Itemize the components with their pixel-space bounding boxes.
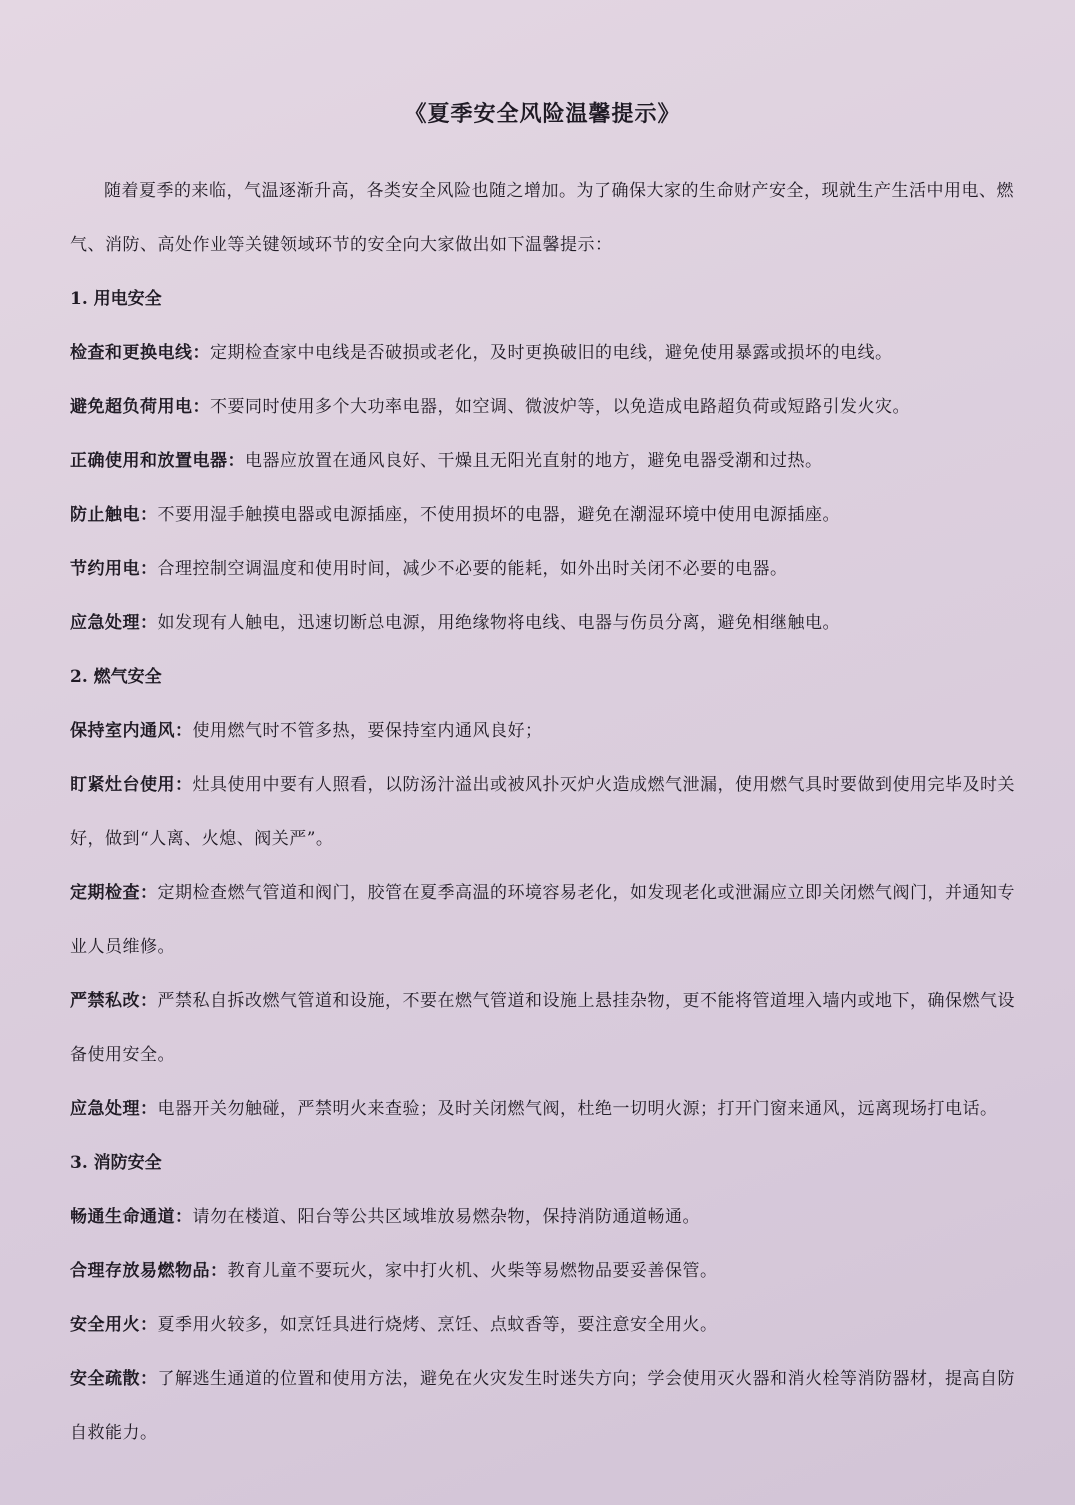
list-item	[70, 434, 1015, 488]
list-item	[70, 704, 1015, 758]
item-term: 保持室内通风：	[70, 721, 193, 741]
item-term: 盯紧灶台使用：	[70, 775, 193, 795]
section-heading: 3. 消防安全	[70, 1153, 162, 1173]
section-gas	[70, 650, 1015, 1136]
list-item	[70, 380, 1015, 434]
intro-paragraph: 随着夏季的来临，气温逐渐升高，各类安全风险也随之增加。为了确保大家的生命财产安全，现就生产生活中用电、燃气、消防、高处作业等关键领域环节的安全向大家做出如下温馨提示：	[70, 181, 1014, 255]
list-item	[70, 758, 1015, 866]
item-text: 电器应放置在通风良好、干燥且无阳光直射的地方，避免电器受潮和过热。	[245, 451, 823, 471]
item-text: 定期检查家中电线是否破损或老化，及时更换破旧的电线，避免使用暴露或损坏的电线。	[210, 343, 893, 363]
item-term: 检查和更换电线：	[70, 343, 210, 363]
item-term: 防止触电：	[70, 505, 158, 525]
item-term: 畅通生命通道：	[70, 1207, 193, 1227]
item-text: 请勿在楼道、阳台等公共区域堆放易燃杂物，保持消防通道畅通。	[192, 1207, 700, 1227]
section-fire	[70, 1136, 1015, 1460]
list-item	[70, 866, 1015, 974]
item-text: 定期检查燃气管道和阀门，胶管在夏季高温的环境容易老化，如发现老化或泄漏应立即关闭燃气阀门，并通知专业人员维修。	[70, 883, 1015, 957]
section-electric	[70, 272, 1015, 650]
list-item	[70, 326, 1015, 380]
item-text: 合理控制空调温度和使用时间，减少不必要的能耗，如外出时关闭不必要的电器。	[157, 559, 788, 579]
list-item	[70, 1190, 1015, 1244]
item-text: 教育儿童不要玩火，家中打火机、火柴等易燃物品要妥善保管。	[227, 1261, 718, 1281]
item-text: 灶具使用中要有人照看，以防汤汁溢出或被风扑灭炉火造成燃气泄漏，使用燃气具时要做到使用完毕及时关好，做到“人离、火熄、阀关严”。	[70, 775, 1015, 849]
list-item	[70, 1082, 1015, 1136]
section-heading: 1. 用电安全	[70, 289, 162, 309]
list-item	[70, 1352, 1015, 1460]
item-text: 电器开关勿触碰，严禁明火来查验；及时关闭燃气阀，杜绝一切明火源；打开门窗来通风，远离现场打电话。	[157, 1099, 998, 1119]
item-term: 合理存放易燃物品：	[70, 1261, 228, 1281]
item-text: 不要用湿手触摸电器或电源插座，不使用损坏的电器，避免在潮湿环境中使用电源插座。	[157, 505, 840, 525]
document-title: 《夏季安全风险温馨提示》	[404, 101, 681, 127]
item-text: 严禁私自拆改燃气管道和设施，不要在燃气管道和设施上悬挂杂物，更不能将管道埋入墙内或地下，确保燃气设备使用安全。	[70, 991, 1015, 1065]
list-item	[70, 974, 1015, 1082]
list-item	[70, 1298, 1015, 1352]
item-term: 严禁私改：	[70, 991, 158, 1011]
item-term: 应急处理：	[70, 1099, 158, 1119]
section-heading: 2. 燃气安全	[70, 667, 162, 687]
item-term: 避免超负荷用电：	[70, 397, 210, 417]
item-term: 安全疏散：	[70, 1369, 158, 1389]
item-text: 夏季用火较多，如烹饪具进行烧烤、烹饪、点蚊香等，要注意安全用火。	[157, 1315, 718, 1335]
item-term: 正确使用和放置电器：	[70, 451, 245, 471]
item-term: 应急处理：	[70, 613, 158, 633]
list-item	[70, 542, 1015, 596]
item-term: 节约用电：	[70, 559, 158, 579]
item-text: 使用燃气时不管多热，要保持室内通风良好；	[192, 721, 543, 741]
item-term: 定期检查：	[70, 883, 158, 903]
list-item	[70, 1244, 1015, 1298]
list-item	[70, 596, 1015, 650]
item-text: 了解逃生通道的位置和使用方法，避免在火灾发生时迷失方向；学会使用灭火器和消火栓等消防器材，提高自防自救能力。	[70, 1369, 1015, 1443]
item-text: 如发现有人触电，迅速切断总电源，用绝缘物将电线、电器与伤员分离，避免相继触电。	[157, 613, 840, 633]
item-text: 不要同时使用多个大功率电器，如空调、微波炉等，以免造成电路超负荷或短路引发火灾。	[210, 397, 910, 417]
item-term: 安全用火：	[70, 1315, 158, 1335]
list-item	[70, 488, 1015, 542]
